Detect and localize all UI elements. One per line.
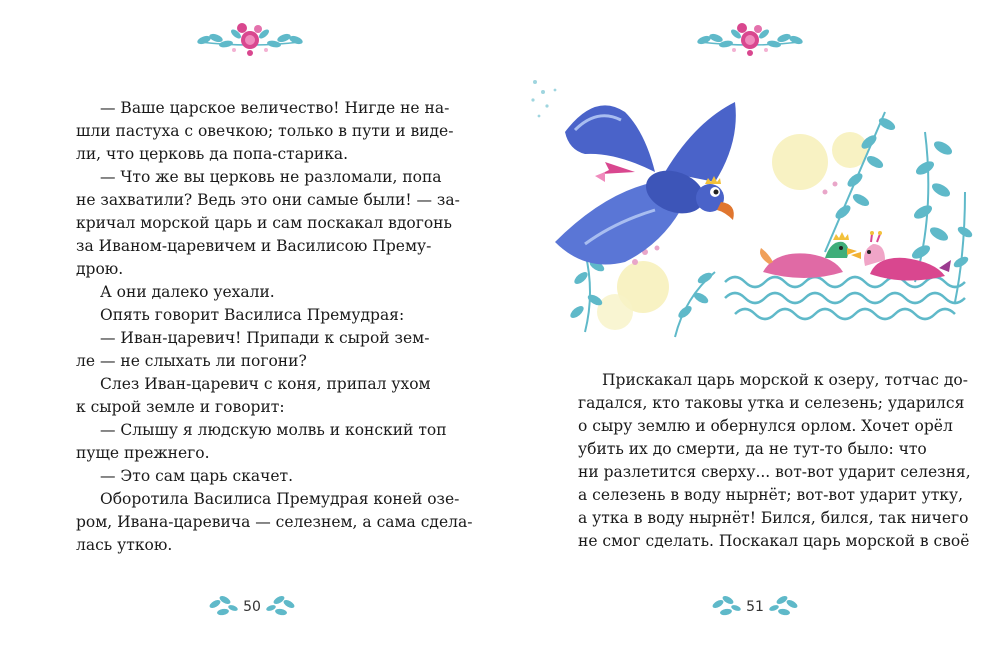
right-page-text [578, 369, 971, 553]
text-line: Прискакал царь морской к озеру, тотчас до- [602, 371, 969, 389]
header-ornament-icon [190, 20, 310, 60]
left-page-text [76, 97, 473, 557]
text-line: шли пастуха с овечкою; только в пути и виде- [76, 122, 454, 140]
text-line: лась уткою. [76, 536, 173, 554]
text-line: — Что же вы церковь не разломали, попа [100, 168, 442, 186]
text-line: — Это сам царь скачет. [100, 467, 294, 485]
page-number: 51 [746, 599, 764, 615]
text-line: Опять говорит Василиса Премудрая: [100, 306, 405, 324]
text-line: гадался, кто таковы утка и селезень; ударился [578, 394, 965, 412]
right-page [500, 0, 1000, 648]
text-line: Оборотила Василиса Премудрая коней озе- [100, 490, 460, 508]
text-line: ли, что церковь да попа-старика. [76, 145, 349, 163]
text-line: ром, Ивана-царевича — селезнем, а сама сдела- [76, 513, 473, 531]
text-line: о сыру землю и обернулся орлом. Хочет орёл [578, 417, 953, 435]
eagle-ducks-illustration [525, 72, 975, 342]
text-line: а селезень в воду нырнёт; вот-вот ударит утку, [578, 486, 964, 504]
text-line: А они далеко уехали. [100, 283, 275, 301]
eagle [555, 102, 736, 265]
text-line: дрою. [76, 260, 124, 278]
text-line: — Слышу я людскую молвь и конский топ [100, 421, 447, 439]
text-line: не смог сделать. Поскакал царь морской в своё [578, 532, 970, 550]
drake-duck [760, 232, 857, 278]
text-line: не захватили? Ведь это они самые были! — за- [76, 191, 460, 209]
text-line: а утка в воду нырнёт! Бился, бился, так ничего [578, 509, 969, 527]
right-page-footer [710, 592, 800, 622]
text-line: — Ваше царское величество! Нигде не на- [100, 99, 450, 117]
text-line: пуще прежнего. [76, 444, 210, 462]
text-line: ни разлетится сверху... вот-вот ударит селезня, [578, 463, 971, 481]
text-line: к сырой земле и говорит: [76, 398, 285, 416]
text-line: кричал морской царь и сам поскакал вдогонь [76, 214, 452, 232]
page-number: 50 [243, 599, 261, 615]
text-line: за Иваном-царевичем и Василисою Прему- [76, 237, 432, 255]
left-page-footer [207, 592, 297, 622]
header-ornament-icon [690, 20, 810, 60]
text-line: ле — не слыхать ли погони? [76, 352, 307, 370]
text-line: — Иван-царевич! Припади к сырой зем- [100, 329, 430, 347]
text-line: убить их до смерти, да не тут-то было: что [578, 440, 927, 458]
female-duck [851, 231, 951, 281]
text-line: Слез Иван-царевич с коня, припал ухом [100, 375, 431, 393]
